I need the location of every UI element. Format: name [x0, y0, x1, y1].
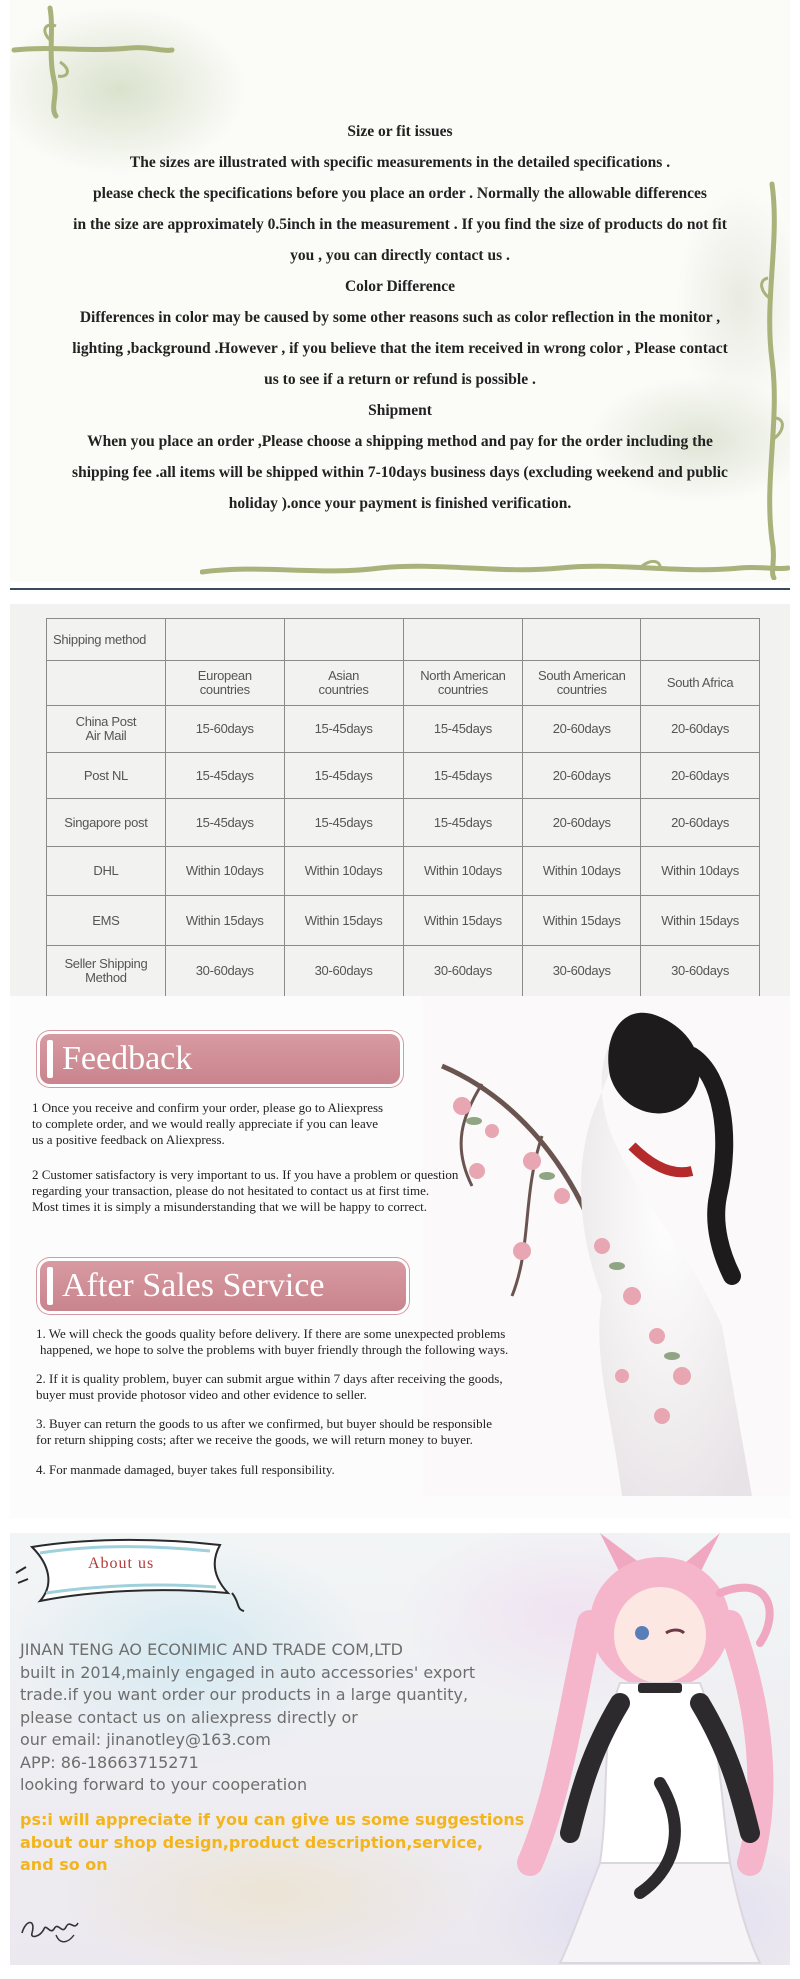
- policy-line: When you place an order ,Please choose a shipping method and pay for the order including the: [87, 433, 713, 450]
- method-cell: Singapore post: [47, 799, 166, 847]
- region-header: South Africa: [641, 661, 760, 706]
- table-row: [47, 619, 760, 661]
- about-us-label: About us: [88, 1555, 155, 1572]
- time-cell: Within 10days: [284, 847, 403, 896]
- text-line: buyer must provide photosor video and other evidence to seller.: [36, 1387, 367, 1402]
- color-difference-heading: Color Difference: [344, 278, 456, 295]
- feedback-paragraph-1: [32, 1100, 452, 1148]
- time-cell: 20-60days: [523, 753, 641, 799]
- text-line: happened, we hope to solve the problems with buyer friendly through the following ways.: [40, 1342, 509, 1357]
- time-cell: 15-45days: [165, 753, 284, 799]
- time-cell: Within 15days: [523, 896, 641, 946]
- method-cell: Post NL: [47, 753, 166, 799]
- text-line: us a positive feedback on Aliexpress.: [32, 1132, 225, 1147]
- policy-line: lighting ,background .However , if you believe that the item received in wrong color , Please contact: [72, 340, 728, 357]
- time-cell: 20-60days: [523, 706, 641, 753]
- vine-bottom-decoration: [200, 558, 790, 582]
- text-line: regarding your transaction, please do not hesitated to contact us at first time.: [32, 1183, 430, 1198]
- text-line: and so on: [20, 1855, 108, 1874]
- about-section: [10, 1533, 790, 1965]
- time-cell: Within 10days: [523, 847, 641, 896]
- signature-scribble: [16, 1905, 86, 1949]
- suggestion-note: [20, 1809, 580, 1877]
- email-line: our email: jinanotley@163.com: [20, 1730, 271, 1749]
- text-line: to complete order, and we would really appreciate if you can leave: [32, 1116, 378, 1131]
- time-cell: 15-45days: [284, 753, 403, 799]
- time-cell: 30-60days: [523, 946, 641, 997]
- text-line: for return shipping costs; after we receive the goods, we will return money to buyer.: [36, 1432, 473, 1447]
- policy-line: us to see if a return or refund is possible .: [264, 371, 536, 388]
- shipment-heading: Shipment: [368, 402, 432, 419]
- shipping-table: [46, 618, 760, 997]
- policy-line: Differences in color may be caused by some other reasons such as color reflection in the monitor ,: [79, 309, 721, 326]
- time-cell: 15-45days: [165, 799, 284, 847]
- size-issues-heading: Size or fit issues: [347, 123, 453, 140]
- policy-line: in the size are approximately 0.5inch in the measurement . If you find the size of products do not fit: [73, 216, 727, 233]
- text-line: 4. For manmade damaged, buyer takes full responsibility.: [36, 1462, 335, 1477]
- table-cell: [641, 619, 760, 661]
- table-cell: [403, 619, 523, 661]
- about-company-text: [20, 1639, 580, 1797]
- method-cell: EMS: [47, 896, 166, 946]
- feedback-banner: [40, 1034, 400, 1084]
- text-line: about our shop design,product description,service,: [20, 1832, 484, 1852]
- policy-line: you , you can directly contact us .: [290, 247, 510, 264]
- vine-corner-decoration: [10, 0, 180, 120]
- policy-line: holiday ).once your payment is finished verification.: [228, 495, 572, 512]
- company-name: JINAN TENG AO ECONIMIC AND TRADE COM,LTD: [20, 1640, 403, 1659]
- time-cell: Within 10days: [165, 847, 284, 896]
- table-cell: [523, 619, 641, 661]
- table-row: [47, 946, 760, 997]
- time-cell: 15-45days: [403, 799, 523, 847]
- after-sales-banner: [40, 1261, 406, 1311]
- time-cell: Within 15days: [284, 896, 403, 946]
- text-line: Most times it is simply a misunderstanding that we will be happy to correct.: [32, 1199, 427, 1214]
- text-line: 1 Once you receive and confirm your order, please go to Aliexpress: [32, 1100, 384, 1115]
- text-line: 3. Buyer can return the goods to us after we confirmed, but buyer should be responsible: [36, 1416, 492, 1431]
- region-header: North American countries: [403, 661, 523, 706]
- policy-line: shipping fee .all items will be shipped within 7-10days business days (excluding weekend and public: [72, 464, 728, 481]
- text-line: 1. We will check the goods quality before delivery. If there are some unexpected problems: [36, 1326, 506, 1341]
- after-sales-item-3: [36, 1416, 596, 1448]
- text-line: looking forward to your cooperation: [20, 1775, 308, 1794]
- table-row: [47, 706, 760, 753]
- after-sales-item-2: [36, 1371, 596, 1403]
- text-line: 2. If it is quality problem, buyer can submit argue within 7 days after receiving the goods,: [36, 1371, 503, 1386]
- table-row: [47, 847, 760, 896]
- time-cell: 20-60days: [641, 706, 760, 753]
- time-cell: 30-60days: [641, 946, 760, 997]
- feedback-paragraph-2: [32, 1167, 532, 1215]
- time-cell: Within 10days: [641, 847, 760, 896]
- method-cell: China Post Air Mail: [47, 706, 166, 753]
- time-cell: 15-60days: [165, 706, 284, 753]
- text-line: 2 Customer satisfactory is very important to us. If you have a problem or question: [32, 1167, 459, 1182]
- text-line: ps:i will appreciate if you can give us some suggestions: [20, 1810, 525, 1829]
- method-cell: DHL: [47, 847, 166, 896]
- time-cell: 15-45days: [284, 706, 403, 753]
- after-sales-item-1: [36, 1326, 596, 1358]
- time-cell: 20-60days: [641, 753, 760, 799]
- policy-text: [40, 116, 760, 519]
- time-cell: 15-45days: [284, 799, 403, 847]
- table-row: [47, 896, 760, 946]
- policy-line: please check the specifications before you place an order . Normally the allowable differences: [93, 185, 707, 202]
- policy-section: [10, 0, 790, 582]
- region-header: South American countries: [523, 661, 641, 706]
- policy-line: The sizes are illustrated with specific measurements in the detailed specifications .: [129, 154, 671, 171]
- table-cell: [47, 661, 166, 706]
- shipping-section: [10, 604, 790, 996]
- table-cell: [165, 619, 284, 661]
- time-cell: 30-60days: [403, 946, 523, 997]
- after-sales-title: After Sales Service: [62, 1267, 325, 1304]
- time-cell: 30-60days: [284, 946, 403, 997]
- after-sales-item-4: [36, 1462, 596, 1478]
- time-cell: 15-45days: [403, 753, 523, 799]
- time-cell: 30-60days: [165, 946, 284, 997]
- feedback-title: Feedback: [62, 1040, 193, 1077]
- table-cell: [284, 619, 403, 661]
- app-line: APP: 86-18663715271: [20, 1752, 199, 1772]
- text-line: please contact us on aliexpress directly or: [20, 1707, 358, 1727]
- region-header: Asian countries: [284, 661, 403, 706]
- method-cell: Seller Shipping Method: [47, 946, 166, 997]
- time-cell: 20-60days: [641, 799, 760, 847]
- time-cell: Within 15days: [641, 896, 760, 946]
- text-line: built in 2014,mainly engaged in auto accessories' export: [20, 1662, 476, 1682]
- table-row: [47, 661, 760, 706]
- section-divider: [10, 588, 790, 590]
- table-row: [47, 753, 760, 799]
- about-us-ribbon: [10, 1533, 250, 1613]
- shipping-method-header: Shipping method: [47, 619, 166, 661]
- time-cell: Within 15days: [403, 896, 523, 946]
- time-cell: 15-45days: [403, 706, 523, 753]
- time-cell: Within 10days: [403, 847, 523, 896]
- time-cell: 20-60days: [523, 799, 641, 847]
- time-cell: Within 15days: [165, 896, 284, 946]
- service-section: [10, 996, 790, 1518]
- region-header: European countries: [165, 661, 284, 706]
- table-row: [47, 799, 760, 847]
- text-line: trade.if you want order our products in a large quantity,: [20, 1685, 469, 1704]
